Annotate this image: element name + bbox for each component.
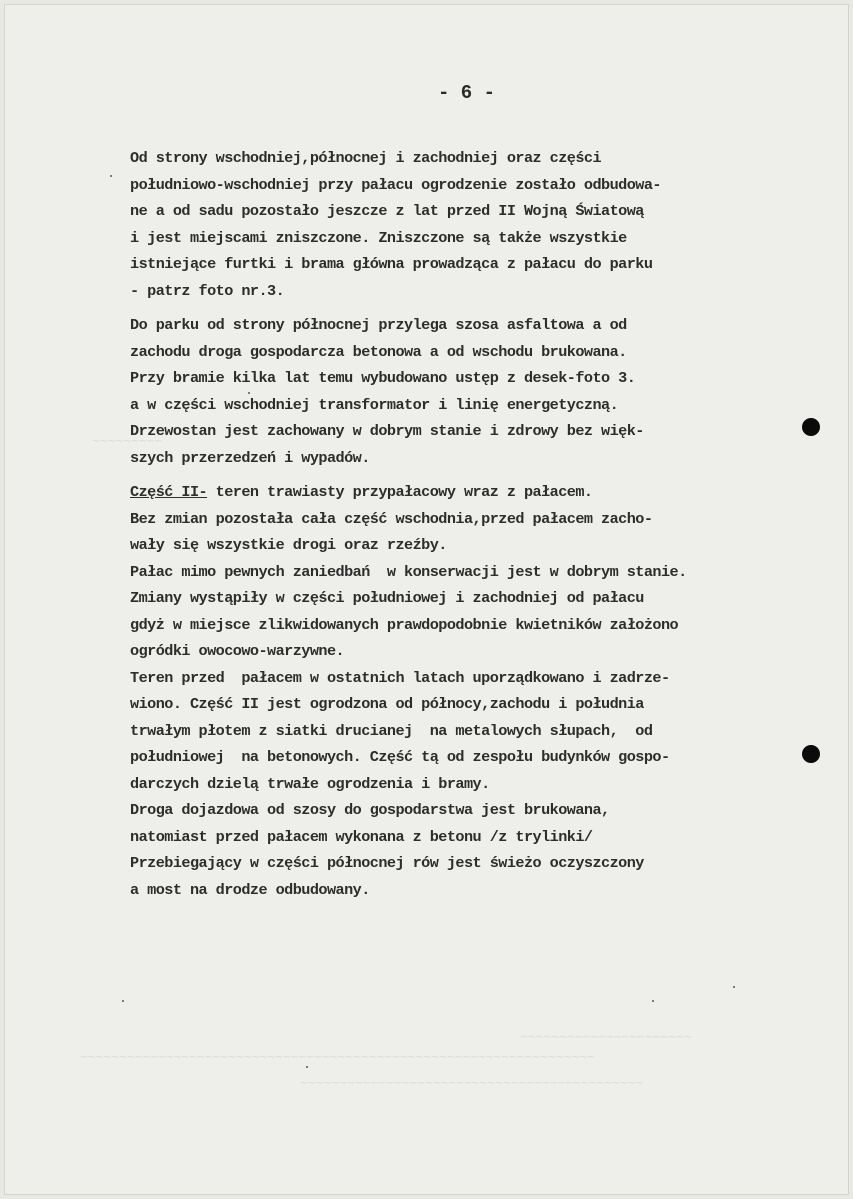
text-line: ne a od sadu pozostało jeszcze z lat przed II Wojną Światową bbox=[130, 202, 644, 220]
text-line: wały się wszystkie drogi oraz rzeźby. bbox=[130, 536, 447, 554]
speck bbox=[110, 175, 112, 177]
text-line: i jest miejscami zniszczone. Zniszczone są także wszystkie bbox=[130, 228, 627, 247]
heading-line-rest: teren trawiasty przypałacowy wraz z pałacem. bbox=[207, 483, 593, 501]
speck bbox=[733, 986, 735, 988]
text-line: Do parku od strony północnej przylega szosa asfaltowa a od bbox=[130, 316, 627, 334]
text-line: gdyż w miejsce zlikwidowanych prawdopodobnie kwietników założono bbox=[130, 615, 679, 634]
speck bbox=[306, 1066, 308, 1068]
speck bbox=[652, 1000, 654, 1002]
text-line: darczych dzielą trwałe ogrodzenia i bramy. bbox=[130, 774, 490, 793]
paragraph-3 bbox=[130, 479, 810, 903]
text-line: Droga dojazdowa od szosy do gospodarstwa jest brukowana, bbox=[130, 801, 610, 819]
text-line: natomiast przed pałacem wykonana z betonu /z trylinki/ bbox=[130, 827, 593, 846]
text-line: południowo-wschodniej przy pałacu ogrodzenie zostało odbudowa- bbox=[130, 175, 661, 194]
text-line: Od strony wschodniej,północnej i zachodniej oraz części bbox=[130, 149, 602, 167]
show-through-mark: ~~~~~~~~~~~~~~~~~~~~~~~~~~~~~~~~~~~~~~~~~~~~~~~~~~~~~~~~~~~~~~~~~~ bbox=[80, 1050, 595, 1065]
section-heading: Część II- bbox=[130, 483, 208, 501]
page-number: - 6 - bbox=[437, 82, 495, 104]
text-line: Zmiany wystąpiły w części południowej i zachodniej od pałacu bbox=[130, 589, 644, 607]
speck bbox=[248, 392, 250, 394]
text-line: Teren przed pałacem w ostatnich latach uporządkowano i zadrze- bbox=[130, 668, 670, 687]
show-through-mark: ~~~~~~~~~~~~~~~~~~~~~~ bbox=[520, 1030, 692, 1045]
paragraph-2 bbox=[130, 312, 810, 471]
text-line: południowej na betonowych. Część tą od zespołu budynków gospo- bbox=[130, 748, 670, 766]
text-line: zachodu droga gospodarcza betonowa a od wschodu brukowana. bbox=[130, 342, 627, 361]
text-line: Bez zmian pozostała cała część wschodnia,przed pałacem zacho- bbox=[130, 509, 653, 528]
text-line: szych przerzedzeń i wypadów. bbox=[130, 448, 370, 467]
show-through-mark: ~~~~~~~~~ bbox=[92, 434, 163, 449]
text-line: Przy bramie kilka lat temu wybudowano ustęp z desek-foto 3. bbox=[130, 369, 636, 387]
text-line: Pałac mimo pewnych zaniedbań w konserwacji jest w dobrym stanie. bbox=[130, 562, 687, 581]
text-line: - patrz foto nr.3. bbox=[130, 281, 285, 300]
paragraph-1 bbox=[130, 145, 810, 304]
text-line: a w części wschodniej transformator i linię energetyczną. bbox=[130, 395, 619, 414]
punch-hole bbox=[802, 418, 820, 436]
text-line: wiono. Część II jest ogrodzona od północy,zachodu i południa bbox=[130, 695, 644, 713]
text-line: trwałym płotem z siatki drucianej na metalowych słupach, od bbox=[130, 721, 653, 740]
text-line: Przebiegający w części północnej rów jest świeżo oczyszczony bbox=[130, 854, 644, 872]
punch-hole bbox=[802, 745, 820, 763]
document-body bbox=[130, 145, 810, 903]
text-line: Drzewostan jest zachowany w dobrym stanie i zdrowy bez więk- bbox=[130, 422, 644, 440]
speck bbox=[122, 1000, 124, 1002]
text-line bbox=[130, 479, 810, 506]
text-line: a most na drodze odbudowany. bbox=[130, 880, 370, 899]
show-through-mark: ~~~~~~~~~~~~~~~~~~~~~~~~~~~~~~~~~~~~~~~~~~~~ bbox=[300, 1076, 644, 1091]
text-line: ogródki owocowo-warzywne. bbox=[130, 642, 345, 660]
text-line: istniejące furtki i brama główna prowadząca z pałacu do parku bbox=[130, 255, 653, 273]
